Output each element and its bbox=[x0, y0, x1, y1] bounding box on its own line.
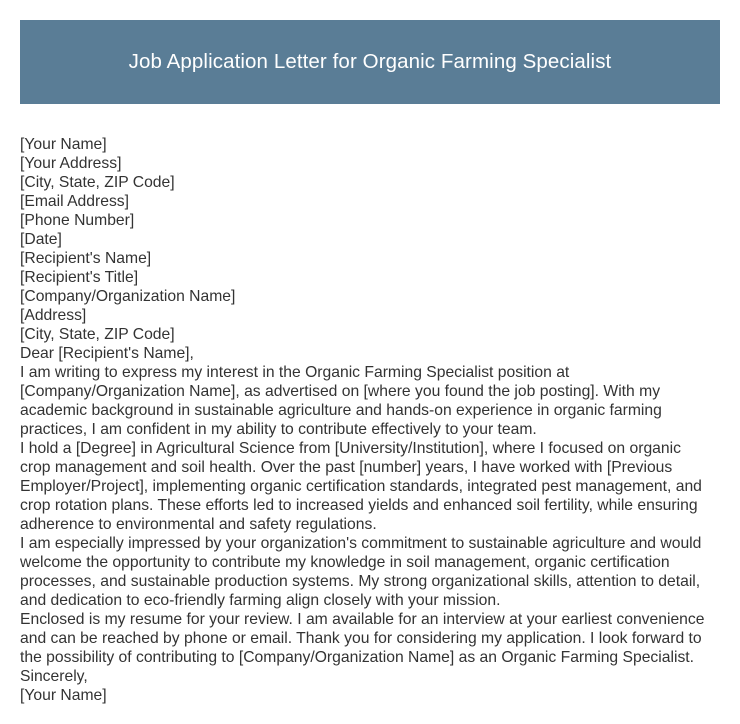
paragraph-line: Enclosed is my resume for your review. I am available for an interview at your earliest convenience bbox=[20, 611, 705, 628]
paragraph-line: academic background in sustainable agriculture and hands-on experience in organic farming bbox=[20, 402, 662, 419]
paragraph-experience bbox=[20, 439, 720, 534]
paragraph-line: crop management and soil health. Over the past [number] years, I have worked with [Previous bbox=[20, 459, 673, 476]
paragraph-line: welcome the opportunity to contribute my knowledge in soil management, organic certification bbox=[20, 554, 670, 571]
paragraph-line: practices, I am confident in my ability to contribute effectively to your team. bbox=[20, 421, 537, 438]
paragraph-closing bbox=[20, 610, 720, 667]
paragraph-line: the possibility of contributing to [Company/Organization Name] as an Organic Farming Specialist. bbox=[20, 649, 695, 666]
paragraph-line: I am especially impressed by your organization's commitment to sustainable agriculture and would bbox=[20, 535, 702, 552]
sender-address: [Your Address] bbox=[20, 155, 122, 172]
closing: Sincerely, bbox=[20, 668, 88, 685]
page-header bbox=[20, 20, 720, 104]
recipient-company: [Company/Organization Name] bbox=[20, 288, 236, 305]
paragraph-line: and can be reached by phone or email. Thank you for considering my application. I look forward to bbox=[20, 630, 702, 647]
recipient-city-state-zip: [City, State, ZIP Code] bbox=[20, 326, 175, 343]
page-title: Job Application Letter for Organic Farming Specialist bbox=[128, 49, 612, 73]
sender-name: [Your Name] bbox=[20, 136, 107, 153]
paragraph-line: I am writing to express my interest in the Organic Farming Specialist position at bbox=[20, 364, 570, 381]
paragraph-line: adherence to environmental and safety regulations. bbox=[20, 516, 377, 533]
paragraph-line: crop rotation plans. These efforts led to increased yields and enhanced soil fertility, while ensuring bbox=[20, 497, 698, 514]
paragraph-line: and dedication to eco-friendly farming align closely with your mission. bbox=[20, 592, 501, 609]
sender-phone: [Phone Number] bbox=[20, 212, 135, 229]
sender-email: [Email Address] bbox=[20, 193, 129, 210]
sender-city-state-zip: [City, State, ZIP Code] bbox=[20, 174, 175, 191]
paragraph-line: I hold a [Degree] in Agricultural Science from [University/Institution], where I focused on organic bbox=[20, 440, 681, 457]
letter-date: [Date] bbox=[20, 231, 62, 248]
letter-page bbox=[20, 20, 720, 705]
paragraph-motivation bbox=[20, 534, 720, 610]
recipient-title: [Recipient's Title] bbox=[20, 269, 139, 286]
letter-body bbox=[20, 135, 720, 705]
paragraph-line: Employer/Project], implementing organic certification standards, integrated pest management, and bbox=[20, 478, 702, 495]
recipient-name: [Recipient's Name] bbox=[20, 250, 152, 267]
paragraph-intro bbox=[20, 363, 720, 439]
recipient-address: [Address] bbox=[20, 307, 87, 324]
salutation: Dear [Recipient's Name], bbox=[20, 345, 194, 362]
paragraph-line: processes, and sustainable production systems. My strong organizational skills, attention to detail, bbox=[20, 573, 701, 590]
paragraph-line: [Company/Organization Name], as advertised on [where you found the job posting]. With my bbox=[20, 383, 661, 400]
signature: [Your Name] bbox=[20, 687, 107, 704]
